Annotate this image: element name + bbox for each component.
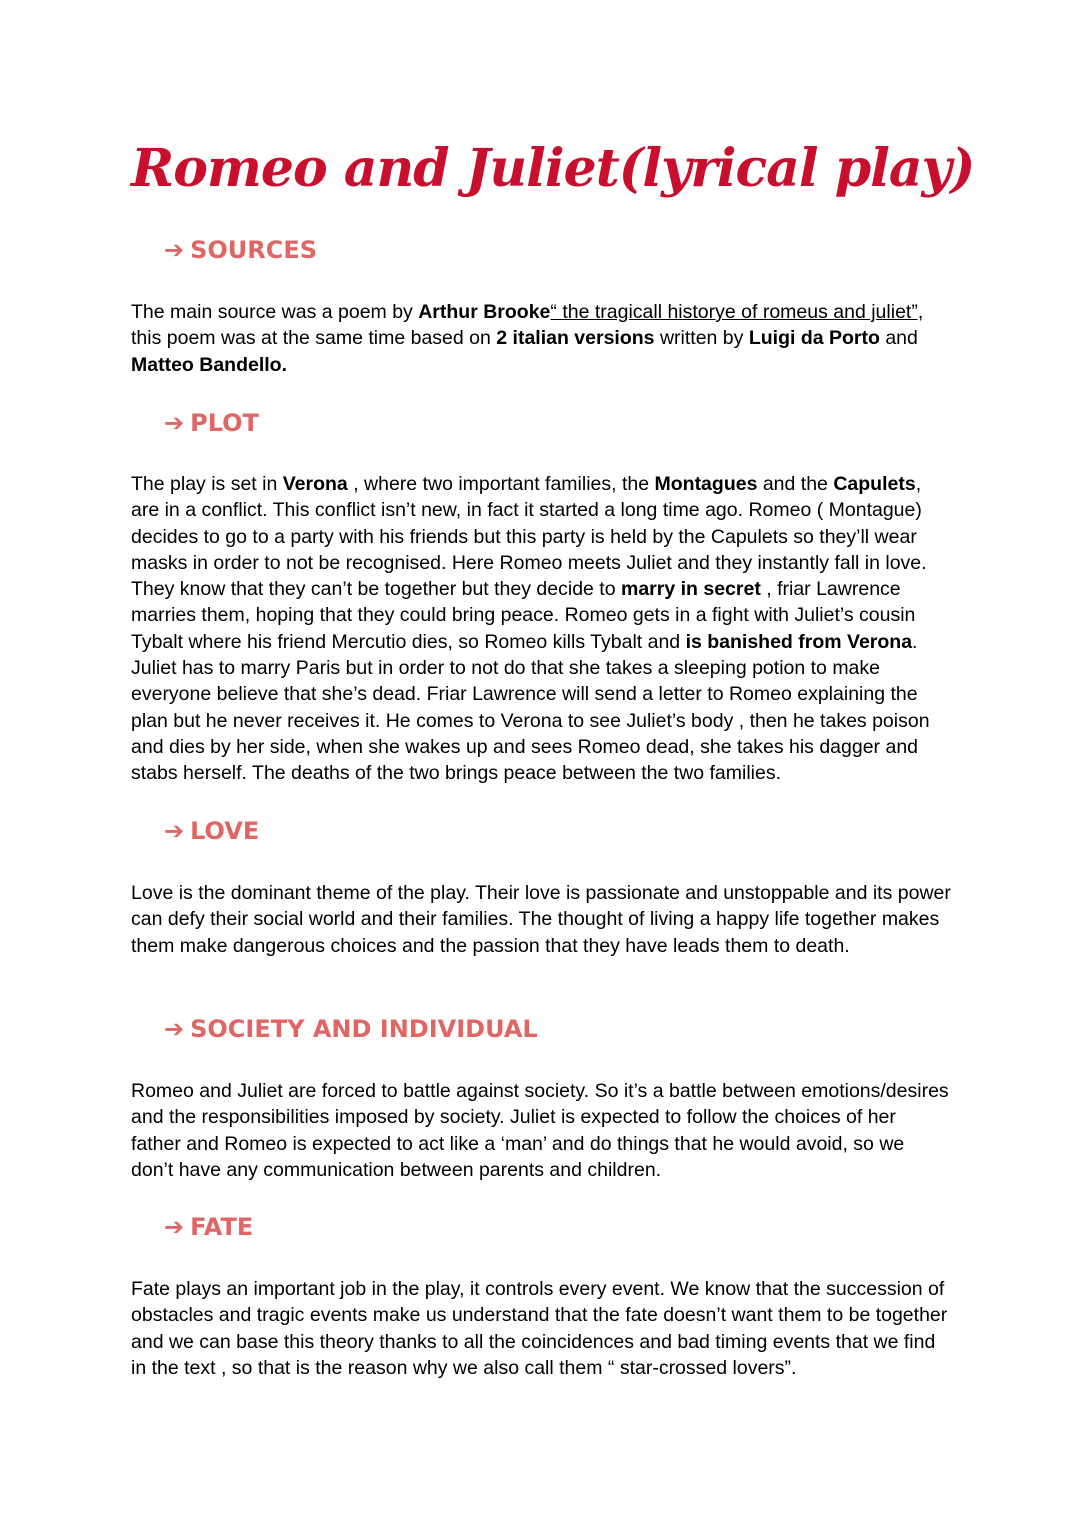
section-heading-sources <box>164 236 317 264</box>
text-run: written by <box>654 327 749 350</box>
fate-paragraph: Fate plays an important job in the play, it controls every event. We know that the succession of obstacles and tragic events make us understand that the fate doesn’t want them to be together and we can base this theory thanks to all the coincidences and bad timing events that we find in the text , so that is the reason why we also call them “ star-crossed lovers”. <box>131 1278 948 1379</box>
underlined-poem-title: “ the tragicall historye of romeus and juliet”, <box>550 301 924 323</box>
bold-text: Montagues <box>654 473 758 495</box>
text-run: this poem was at the same time based on <box>131 327 497 350</box>
section-heading-plot <box>164 409 259 437</box>
bold-text: marry in secret <box>620 578 761 601</box>
bold-text: is banished from Verona <box>685 630 913 653</box>
bold-author: Luigi da Porto <box>748 327 880 350</box>
text-run: , are in a conflict. This conflict isn’t new, in fact it started a long time ago. Romeo ( Montague) decides to go to a party with his friends but this party is held by the Capulets so they’ll wear masks in order to not be recognised. Here Romeo meets Juliet and they instantly fall in love. They know that they can’t be together but they decide to <box>131 473 927 601</box>
arrow-icon: ➔ <box>164 409 185 437</box>
arrow-icon: ➔ <box>164 236 185 264</box>
section-heading-label: SOURCES <box>190 236 318 264</box>
text-run: . Juliet has to marry Paris but in order to not do that she takes a sleeping potion to make everyone believe that she’s dead. Friar Lawrence will send a letter to Romeo explaining the plan but he never receives it. He comes to Verona to see Juliet’s body , then he takes poison and dies by her side, when she wakes up and sees Romeo dead, she takes his dagger and stabs herself. The deaths of the two brings peace between the two families. <box>131 630 930 785</box>
bold-author: Matteo Bandello. <box>131 353 288 376</box>
text-run: , where two important families, the <box>347 473 655 495</box>
section-heading-society <box>164 1015 538 1043</box>
bold-text: 2 italian versions <box>496 327 655 350</box>
section-heading-label: PLOT <box>190 409 259 437</box>
love-paragraph: Love is the dominant theme of the play. Their love is passionate and unstoppable and its power can defy their social world and their families. The thought of living a happy life together makes them make dangerous choices and the passion that they have leads them to death. <box>131 882 951 957</box>
text-run: and <box>879 327 918 350</box>
section-heading-label: SOCIETY AND INDIVIDUAL <box>190 1015 538 1043</box>
section-heading-label: FATE <box>190 1213 254 1241</box>
text-run: , friar Lawrence marries them, hoping that they could bring peace. Romeo gets in a fight with Juliet’s cousin Tybalt where his friend Mercutio dies, so Romeo kills Tybalt and <box>131 578 916 653</box>
section-heading-label: LOVE <box>190 817 260 845</box>
page-title: Romeo and Juliet(lyrical play) <box>131 138 975 199</box>
plot-paragraph <box>131 471 951 787</box>
sources-paragraph <box>131 299 951 378</box>
text-run: and the <box>757 473 834 495</box>
section-heading-fate <box>164 1213 253 1241</box>
text-run: The play is set in <box>131 473 283 495</box>
society-paragraph: Romeo and Juliet are forced to battle against society. So it’s a battle between emotions/desires and the responsibilities imposed by society. Juliet is expected to follow the choices of her father and Romeo is expected to act like a ‘man’ and do things that he would avoid, so we don’t have any communication between parents and children. <box>131 1080 949 1181</box>
arrow-icon: ➔ <box>164 817 185 845</box>
bold-author: Arthur Brooke <box>418 301 551 323</box>
section-heading-love <box>164 817 259 845</box>
bold-text: Capulets <box>833 473 916 495</box>
bold-text: Verona <box>282 473 348 495</box>
arrow-icon: ➔ <box>164 1213 185 1241</box>
text-run: The main source was a poem by <box>131 301 419 323</box>
arrow-icon: ➔ <box>164 1015 185 1043</box>
